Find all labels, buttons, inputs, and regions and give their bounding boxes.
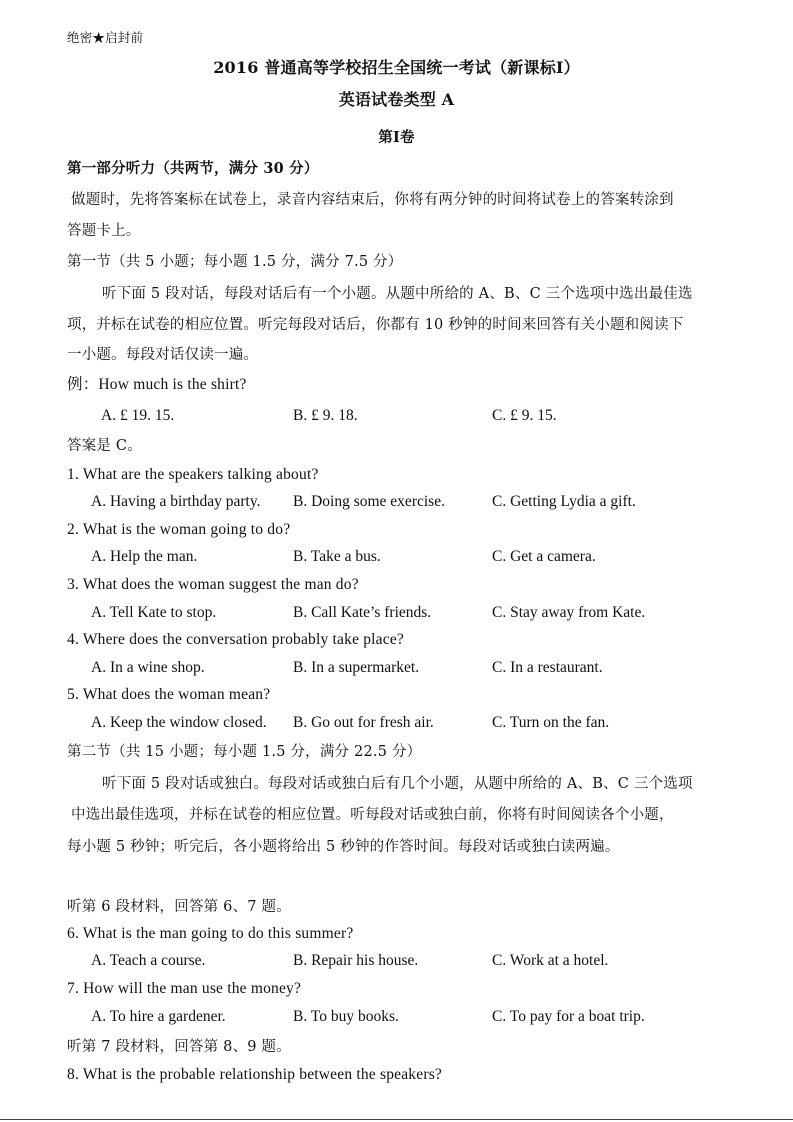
section1-instruction-line: 听下面 5 段对话，每段对话后有一个小题。从题中所给的 A、B、C 三个选项中选出最佳选 [102, 286, 693, 302]
part1-intro-line: 做题时，先将答案标在试卷上，录音内容结束后，你将有两分钟的时间将试卷上的答案转涂到 [71, 192, 674, 208]
question-text: 7. How will the man use the money? [67, 980, 302, 997]
part1-intro-line: 答题卡上。 [67, 223, 141, 239]
paper-type: 英语试卷类型 A [338, 90, 455, 109]
question-text: 6. What is the man going to do this summer? [67, 925, 354, 942]
question-text: 4. Where does the conversation probably take place? [67, 631, 405, 648]
material-heading: 听第 7 段材料，回答第 8、9 题。 [67, 1039, 291, 1055]
question-text: 3. What does the woman suggest the man do? [67, 576, 359, 593]
exam-title: 2016 普通高等学校招生全国统一考试（新课标Ⅰ） [213, 58, 580, 77]
option-a: A. To hire a gardener. [91, 1008, 226, 1025]
option-c: C. Get a camera. [492, 548, 596, 565]
option-c: C. Turn on the fan. [492, 714, 610, 731]
option-b: B. In a supermarket. [293, 659, 420, 676]
question-text: 5. What does the woman mean? [67, 686, 271, 703]
question-text: 2. What is the woman going to do? [67, 521, 291, 538]
option-b: B. To buy books. [293, 1008, 399, 1025]
option-a: A. In a wine shop. [91, 659, 205, 676]
option-c: C. Getting Lydia a gift. [492, 493, 636, 510]
page-bottom-rule [0, 1119, 793, 1120]
option-b: B. Repair his house. [293, 952, 419, 969]
confidential-mark: 绝密★启封前 [67, 30, 144, 45]
section2-instruction-line: 中选出最佳选项，并标在试卷的相应位置。听每段对话或独白前，你将有时间阅读各个小题， [71, 807, 674, 823]
section1-heading: 第一节（共 5 小题；每小题 1.5 分，满分 7.5 分） [67, 254, 403, 270]
option-a: A. Having a birthday party. [91, 493, 261, 510]
section2-instruction-line: 听下面 5 段对话或独白。每段对话或独白后有几个小题，从题中所给的 A、B、C 三个选项 [102, 776, 693, 792]
question-text: 8. What is the probable relationship between the speakers? [67, 1066, 443, 1083]
section1-instruction-line: 一小题。每段对话仅读一遍。 [67, 347, 259, 363]
section2-instruction-line: 每小题 5 秒钟；听完后，各小题将给出 5 秒钟的作答时间。每段对话或独白读两遍。 [67, 839, 620, 855]
example-option-b: B. £ 9. 18. [293, 407, 358, 424]
option-b: B. Doing some exercise. [293, 493, 445, 510]
example-option-a: A. £ 19. 15. [101, 407, 175, 424]
volume-label: 第Ⅰ卷 [378, 129, 415, 146]
material-heading: 听第 6 段材料，回答第 6、7 题。 [67, 899, 291, 915]
option-c: C. To pay for a boat trip. [492, 1008, 645, 1025]
option-c: C. Work at a hotel. [492, 952, 609, 969]
section1-instruction-line: 项，并标在试卷的相应位置。听完每段对话后，你都有 10 秒钟的时间来回答有关小题和阅读下 [67, 317, 684, 333]
part1-heading: 第一部分听力（共两节，满分 30 分） [67, 160, 319, 177]
option-a: A. Teach a course. [91, 952, 206, 969]
option-a: A. Help the man. [91, 548, 198, 565]
example-answer: 答案是 C。 [67, 438, 142, 454]
example-option-c: C. £ 9. 15. [492, 407, 557, 424]
option-b: B. Call Kate’s friends. [293, 604, 432, 621]
option-a: A. Keep the window closed. [91, 714, 267, 731]
option-b: B. Go out for fresh air. [293, 714, 434, 731]
section2-heading: 第二节（共 15 小题；每小题 1.5 分，满分 22.5 分） [67, 744, 422, 760]
question-text: 1. What are the speakers talking about? [67, 466, 319, 483]
option-b: B. Take a bus. [293, 548, 381, 565]
example-question: 例：How much is the shirt? [67, 376, 247, 393]
option-c: C. In a restaurant. [492, 659, 603, 676]
option-a: A. Tell Kate to stop. [91, 604, 217, 621]
option-c: C. Stay away from Kate. [492, 604, 646, 621]
